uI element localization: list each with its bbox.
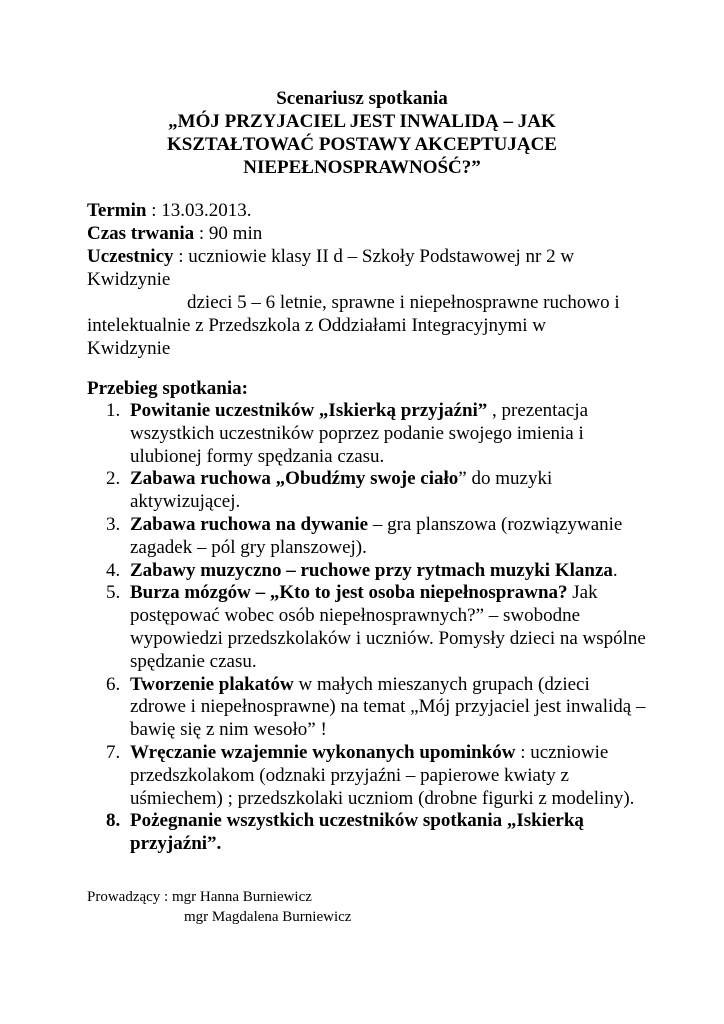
title-line-1: Scenariusz spotkania — [276, 88, 448, 109]
title-line-4: NIEPEŁNOSPRAWNOŚĆ?” — [243, 157, 481, 178]
duration-label: Czas trwania — [87, 223, 195, 244]
term-value: : 13.03.2013. — [146, 200, 252, 221]
participants-line-2: Kwidzynie — [87, 269, 171, 290]
participants-line-3: dzieci 5 – 6 letnie, sprawne i niepełnosprawne ruchowo i — [187, 292, 620, 313]
agenda-item-number: 3. — [106, 513, 121, 535]
term-row — [87, 199, 647, 222]
agenda-item-title: Tworzenie plakatów — [130, 673, 294, 695]
agenda-item-title: Pożegnanie wszystkich uczestników spotkania „Iskierką przyjaźni”. — [130, 810, 584, 855]
agenda-item-number: 6. — [106, 673, 121, 695]
agenda-item — [87, 514, 647, 560]
agenda-item-text: : uczniowie przedszkolakom (odznaki przyjaźni – papierowe kwiaty z uśmiechem) ; przedszkolaki uczniom (drobne figurki z modeliny). — [130, 741, 635, 809]
agenda-list — [87, 400, 647, 856]
agenda-item-number: 7. — [106, 741, 121, 763]
organizer-line-2: mgr Magdalena Burniewicz — [184, 909, 352, 925]
agenda-item-number: 1. — [106, 400, 121, 421]
agenda-item-number: 8. — [106, 810, 121, 832]
title-line-2: „MÓJ PRZYJACIEL JEST INWALIDĄ – JAK — [168, 111, 556, 132]
agenda-item-number: 2. — [106, 468, 121, 490]
agenda-item-title: Zabawy muzyczno – ruchowe przy rytmach muzyki Klanza — [130, 559, 613, 581]
agenda-item-title: Powitanie uczestników „Iskierką przyjaźni” — [130, 400, 488, 421]
agenda-item-title: Zabawa ruchowa „Obudźmy swoje ciało — [130, 468, 459, 490]
participants-line-5: Kwidzynie — [87, 338, 171, 359]
participants-row — [87, 245, 647, 268]
duration-value: : 90 min — [194, 223, 263, 244]
agenda-item-text: Jak postępować wobec osób niepełnosprawnych?” – swobodne wypowiedzi przedszkolaków i uczniów. Pomysły dzieci na wspólne spędzanie czasu. — [130, 582, 646, 672]
agenda-item-text: , prezentacja wszystkich uczestników poprzez podanie swojego imienia i ulubionej formy spędzania czasu. — [130, 400, 589, 467]
term-label: Termin — [87, 200, 147, 221]
participants-line-4: intelektualnie z Przedszkola z Oddziałami Integracyjnymi w — [87, 315, 546, 336]
participants-label: Uczestnicy — [87, 246, 174, 267]
agenda-item-number: 4. — [106, 559, 121, 581]
meeting-details — [87, 199, 647, 360]
document-title — [0, 87, 724, 179]
agenda-heading: Przebieg spotkania: — [87, 378, 248, 399]
agenda-item — [87, 560, 647, 583]
agenda-item-text: . — [612, 559, 618, 581]
agenda-item — [87, 742, 647, 810]
agenda-item-number: 5. — [106, 582, 121, 604]
participants-value: : uczniowie klasy II d – Szkoły Podstawowej nr 2 w — [173, 246, 575, 267]
duration-row — [87, 222, 647, 245]
agenda-item — [87, 468, 647, 514]
agenda-item-title: Wręczanie wzajemnie wykonanych upominków — [130, 741, 516, 763]
agenda-item-title: Burza mózgów – „Kto to jest osoba niepełnosprawna? — [130, 582, 568, 604]
agenda-item-text: ” do muzyki aktywizującej. — [130, 468, 553, 513]
agenda-item — [87, 582, 647, 673]
agenda-item-text: w małych mieszanych grupach (dzieci zdrowe i niepełnosprawne) na temat „Mój przyjaciel jest inwalidą – bawię się z nim wesoło” ! — [130, 673, 646, 741]
agenda-item — [87, 810, 647, 856]
title-line-3: KSZTAŁTOWAĆ POSTAWY AKCEPTUJĄCE — [167, 134, 557, 155]
agenda-item-text: – gra planszowa (rozwiązywanie zagadek – pól gry planszowej). — [130, 513, 623, 558]
agenda-item — [87, 400, 647, 468]
agenda-item-title: Zabawa ruchowa na dywanie — [130, 513, 369, 535]
agenda-item — [87, 674, 647, 742]
organizers — [87, 887, 351, 927]
organizer-line-1: Prowadzący : mgr Hanna Burniewicz — [87, 889, 312, 905]
